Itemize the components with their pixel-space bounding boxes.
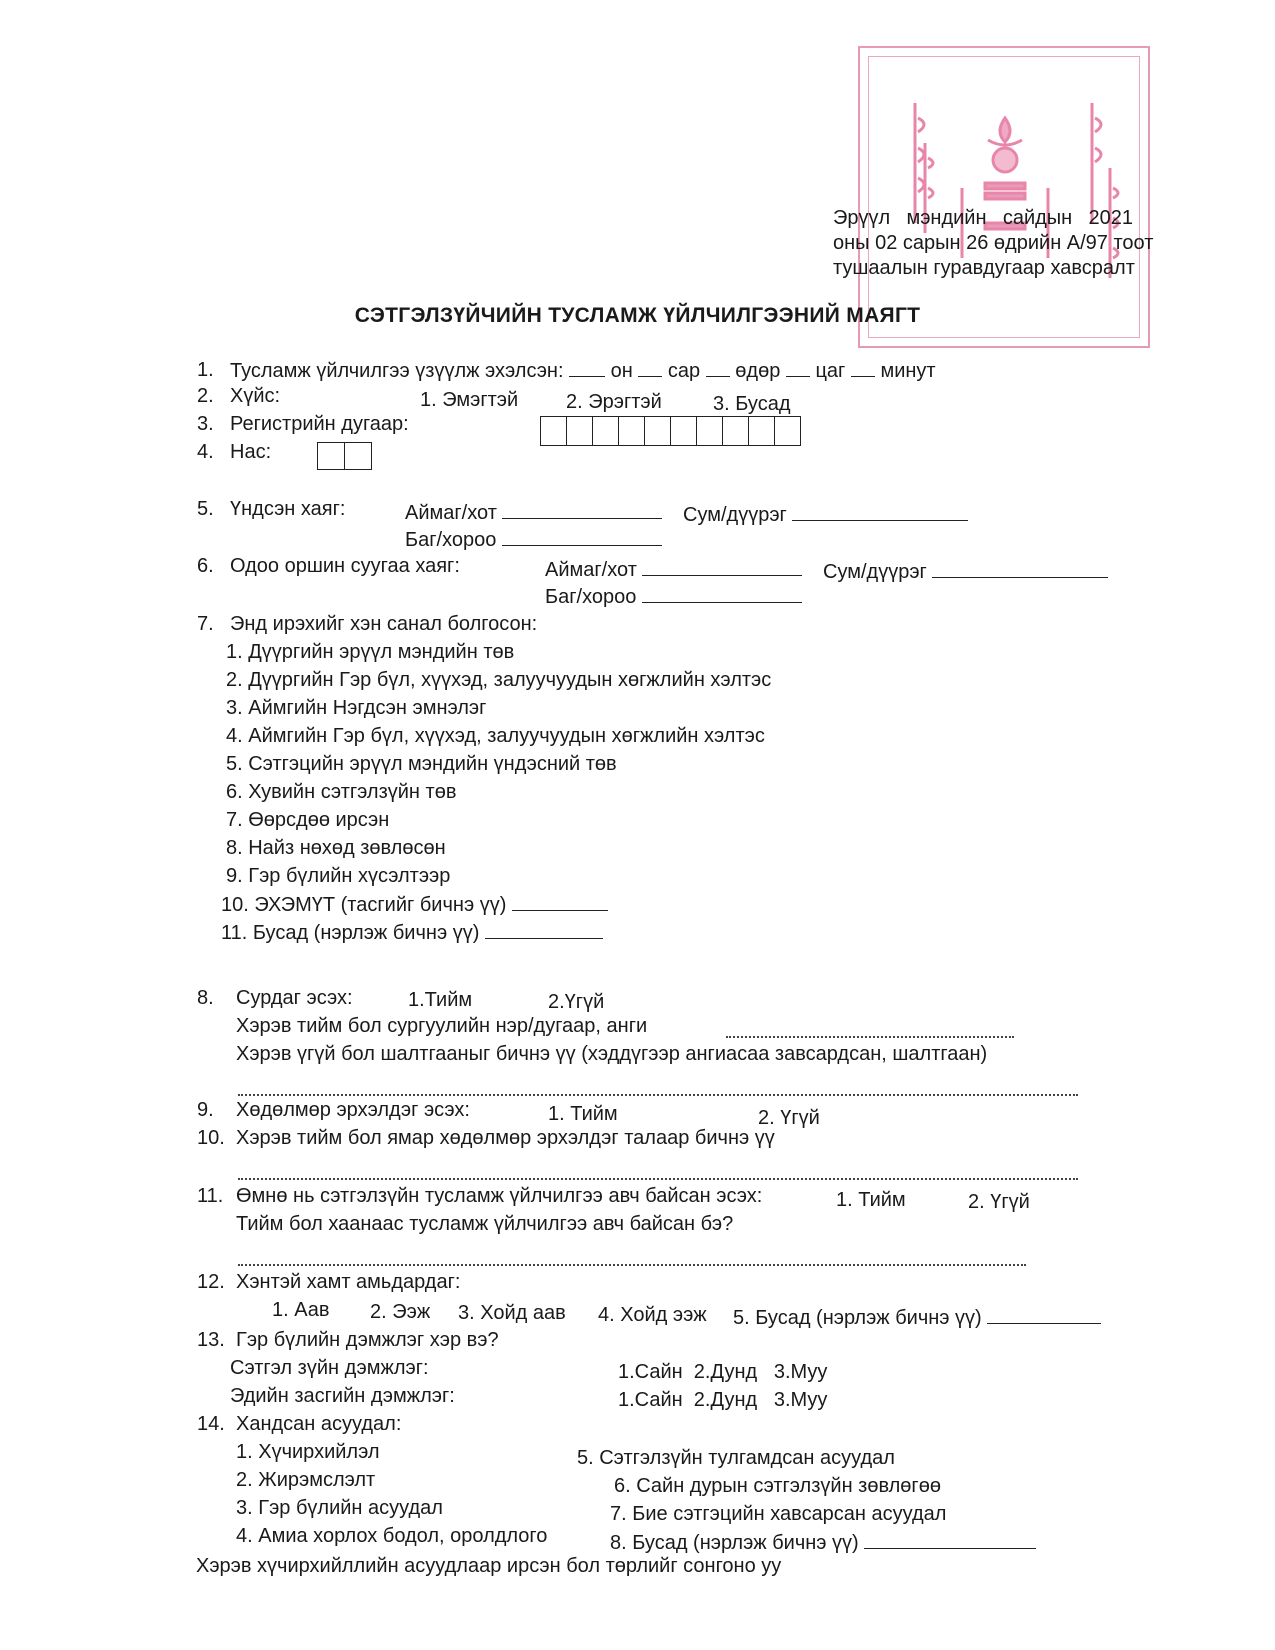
- q3-number: 3.: [197, 413, 214, 435]
- q5-sum-row: [683, 502, 968, 527]
- q7-option-11-row: [221, 920, 603, 945]
- q2-option-other[interactable]: 3. Бусад: [713, 393, 791, 415]
- q7-option-7[interactable]: 7. Өөрсдөө ирсэн: [226, 809, 390, 831]
- register-number-boxes[interactable]: [540, 416, 801, 446]
- q12-option-other[interactable]: 5. Бусад (нэрлэж бичнэ үү): [733, 1307, 982, 1329]
- q6-sum-label: Сум/дүүрэг: [823, 561, 927, 583]
- q1-row: [230, 358, 936, 383]
- q7-option-10-blank[interactable]: [512, 892, 608, 911]
- q11-option-no[interactable]: 2. Үгүй: [968, 1191, 1030, 1213]
- q7-option-1[interactable]: 1. Дүүргийн эрүүл мэндийн төв: [226, 641, 515, 663]
- q12-option-stepmother[interactable]: 4. Хойд ээж: [598, 1304, 707, 1326]
- q1-year-label: он: [610, 360, 633, 382]
- q5-label: Үндсэн хаяг:: [230, 498, 346, 520]
- q14-option-2[interactable]: 2. Жирэмслэлт: [236, 1469, 376, 1491]
- q9-option-yes[interactable]: 1. Тийм: [548, 1103, 618, 1125]
- q11-option-yes[interactable]: 1. Тийм: [836, 1189, 906, 1211]
- q9-label: Хөдөлмөр эрхэлдэг эсэх:: [236, 1099, 470, 1121]
- q7-number: 7.: [197, 613, 214, 635]
- q3-label: Регистрийн дугаар:: [230, 413, 409, 435]
- q12-option-father[interactable]: 1. Аав: [272, 1299, 330, 1321]
- q7-option-2[interactable]: 2. Дүүргийн Гэр бүл, хүүхэд, залуучуудын хөгжлийн хэлтэс: [226, 669, 772, 691]
- q14-other-blank[interactable]: [864, 1530, 1036, 1549]
- q6-sum-row: [823, 559, 1108, 584]
- q14-number: 14.: [197, 1413, 225, 1435]
- q1-hour-label: цаг: [815, 360, 846, 382]
- q4-label: Нас:: [230, 441, 272, 463]
- q7-option-4[interactable]: 4. Аймгийн Гэр бүл, хүүхэд, залуучуудын хөгжлийн хэлтэс: [226, 725, 765, 747]
- official-stamp: [858, 46, 1150, 348]
- q10-dotted-line[interactable]: [238, 1176, 1078, 1180]
- q13-econ-scale[interactable]: 1.Сайн 2.Дунд 3.Муу: [618, 1389, 828, 1411]
- q8-school-dotted-line[interactable]: [726, 1034, 1014, 1038]
- q5-sum-blank[interactable]: [792, 502, 968, 521]
- q14-label: Хандсан асуудал:: [236, 1413, 402, 1435]
- q6-bag-label: Баг/хороо: [545, 586, 637, 608]
- violence-type-instruction: Хэрэв хүчирхийллийн асуудлаар ирсэн бол төрлийг сонгоно уу: [196, 1555, 782, 1577]
- q12-option-other-row: [733, 1305, 1101, 1330]
- q8-label: Сурдаг эсэх:: [236, 987, 353, 1009]
- q7-option-11[interactable]: 11. Бусад (нэрлэж бичнэ үү): [221, 922, 480, 944]
- form-title: СЭТГЭЛЗҮЙЧИЙН ТУСЛАМЖ ҮЙЛЧИЛГЭЭНИЙ МАЯГТ: [354, 304, 921, 327]
- q7-option-10[interactable]: 10. ЭХЭМҮТ (тасгийг бичнэ үү): [221, 894, 507, 916]
- q5-aimag-blank[interactable]: [502, 500, 662, 519]
- q14-option-8-row: [610, 1530, 1036, 1555]
- q2-option-female[interactable]: 1. Эмэгтэй: [420, 389, 519, 411]
- q14-option-6[interactable]: 6. Сайн дурын сэтгэлзүйн зөвлөгөө: [614, 1475, 941, 1497]
- q14-option-1[interactable]: 1. Хүчирхийлэл: [236, 1441, 380, 1463]
- q6-aimag-row: [545, 557, 802, 582]
- q5-number: 5.: [197, 498, 214, 520]
- q2-number: 2.: [197, 385, 214, 407]
- q1-hour-blank[interactable]: [786, 358, 810, 377]
- q1-day-blank[interactable]: [706, 358, 730, 377]
- q5-bag-blank[interactable]: [502, 527, 662, 546]
- q8-reason-dotted-line[interactable]: [238, 1092, 1078, 1096]
- q6-bag-blank[interactable]: [642, 584, 802, 603]
- decree-line-1: Эрүүл мэндийн сайдын 2021: [833, 207, 1133, 229]
- q8-number: 8.: [197, 987, 214, 1009]
- q13-label: Гэр бүлийн дэмжлэг хэр вэ?: [236, 1329, 499, 1351]
- q14-option-5[interactable]: 5. Сэтгэлзүйн тулгамдсан асуудал: [577, 1447, 895, 1469]
- q1-year-blank[interactable]: [569, 358, 605, 377]
- q6-aimag-label: Аймаг/хот: [545, 559, 637, 581]
- q1-minute-blank[interactable]: [851, 358, 875, 377]
- q6-label: Одоо оршин суугаа хаяг:: [230, 555, 460, 577]
- q6-bag-row: [545, 584, 802, 609]
- q14-option-3[interactable]: 3. Гэр бүлийн асуудал: [236, 1497, 443, 1519]
- q8-if-yes-label: Хэрэв тийм бол сургуулийн нэр/дугаар, анги: [236, 1015, 648, 1037]
- q7-label: Энд ирэхийг хэн санал болгосон:: [230, 613, 538, 635]
- q12-option-stepfather[interactable]: 3. Хойд аав: [458, 1302, 566, 1324]
- q9-option-no[interactable]: 2. Үгүй: [758, 1107, 820, 1129]
- q12-option-mother[interactable]: 2. Ээж: [370, 1301, 431, 1323]
- q10-label: Хэрэв тийм бол ямар хөдөлмөр эрхэлдэг талаар бичнэ үү: [236, 1127, 775, 1149]
- q13-econ-label: Эдийн засгийн дэмжлэг:: [230, 1385, 455, 1407]
- q10-number: 10.: [197, 1127, 225, 1149]
- age-boxes[interactable]: [317, 442, 372, 470]
- q11-number: 11.: [197, 1185, 224, 1207]
- q12-number: 12.: [197, 1271, 225, 1293]
- q5-sum-label: Сум/дүүрэг: [683, 504, 787, 526]
- q11-dotted-line[interactable]: [238, 1262, 1026, 1266]
- q14-option-8[interactable]: 8. Бусад (нэрлэж бичнэ үү): [610, 1532, 859, 1554]
- q11-follow-label: Тийм бол хаанаас тусламж үйлчилгээ авч байсан бэ?: [236, 1213, 734, 1235]
- q7-option-3[interactable]: 3. Аймгийн Нэгдсэн эмнэлэг: [226, 697, 487, 719]
- decree-line-2: оны 02 сарын 26 өдрийн А/97 тоот: [833, 232, 1154, 254]
- q4-number: 4.: [197, 441, 214, 463]
- q5-bag-label: Баг/хороо: [405, 529, 497, 551]
- q12-other-blank[interactable]: [987, 1305, 1101, 1324]
- q5-aimag-row: [405, 500, 662, 525]
- q5-aimag-label: Аймаг/хот: [405, 502, 497, 524]
- q1-minute-label: минут: [880, 360, 936, 382]
- q8-option-yes[interactable]: 1.Тийм: [408, 989, 473, 1011]
- decree-line-3: тушаалын гуравдугаар хавсралт: [833, 257, 1135, 279]
- q5-bag-row: [405, 527, 662, 552]
- q6-aimag-blank[interactable]: [642, 557, 802, 576]
- q7-option-9[interactable]: 9. Гэр бүлийн хүсэлтээр: [226, 865, 451, 887]
- q1-month-blank[interactable]: [638, 358, 662, 377]
- q13-number: 13.: [197, 1329, 225, 1351]
- q9-number: 9.: [197, 1099, 214, 1121]
- q11-label: Өмнө нь сэтгэлзүйн тусламж үйлчилгээ авч байсан эсэх:: [236, 1185, 763, 1207]
- q12-label: Хэнтэй хамт амьдардаг:: [236, 1271, 461, 1293]
- q14-option-4[interactable]: 4. Амиа хорлох бодол, оролдлого: [236, 1525, 548, 1547]
- q2-option-male[interactable]: 2. Эрэгтэй: [566, 391, 662, 413]
- q2-label: Хүйс:: [230, 385, 281, 407]
- q8-option-no[interactable]: 2.Үгүй: [548, 991, 605, 1013]
- soyombo-emblem-icon: [860, 48, 1148, 346]
- q7-option-11-blank[interactable]: [485, 920, 603, 939]
- q6-number: 6.: [197, 555, 214, 577]
- q7-option-10-row: [221, 892, 608, 917]
- q7-option-5[interactable]: 5. Сэтгэцийн эрүүл мэндийн үндэсний төв: [226, 753, 617, 775]
- q14-option-7[interactable]: 7. Бие сэтгэцийн хавсарсан асуудал: [610, 1503, 947, 1525]
- q6-sum-blank[interactable]: [932, 559, 1108, 578]
- q1-month-label: сар: [667, 360, 701, 382]
- q1-number: 1.: [197, 359, 214, 381]
- q1-label: Тусламж үйлчилгээ үзүүлж эхэлсэн:: [230, 360, 564, 382]
- q1-day-label: өдөр: [735, 360, 781, 382]
- q13-psych-label: Сэтгэл зүйн дэмжлэг:: [230, 1357, 429, 1379]
- q7-option-6[interactable]: 6. Хувийн сэтгэлзүйн төв: [226, 781, 457, 803]
- q8-if-no-label: Хэрэв үгүй бол шалтгааныг бичнэ үү (хэддүгээр ангиасаа завсардсан, шалтгаан): [236, 1043, 988, 1065]
- q7-option-8[interactable]: 8. Найз нөхөд зөвлөсөн: [226, 837, 446, 859]
- q13-psych-scale[interactable]: 1.Сайн 2.Дунд 3.Муу: [618, 1361, 828, 1383]
